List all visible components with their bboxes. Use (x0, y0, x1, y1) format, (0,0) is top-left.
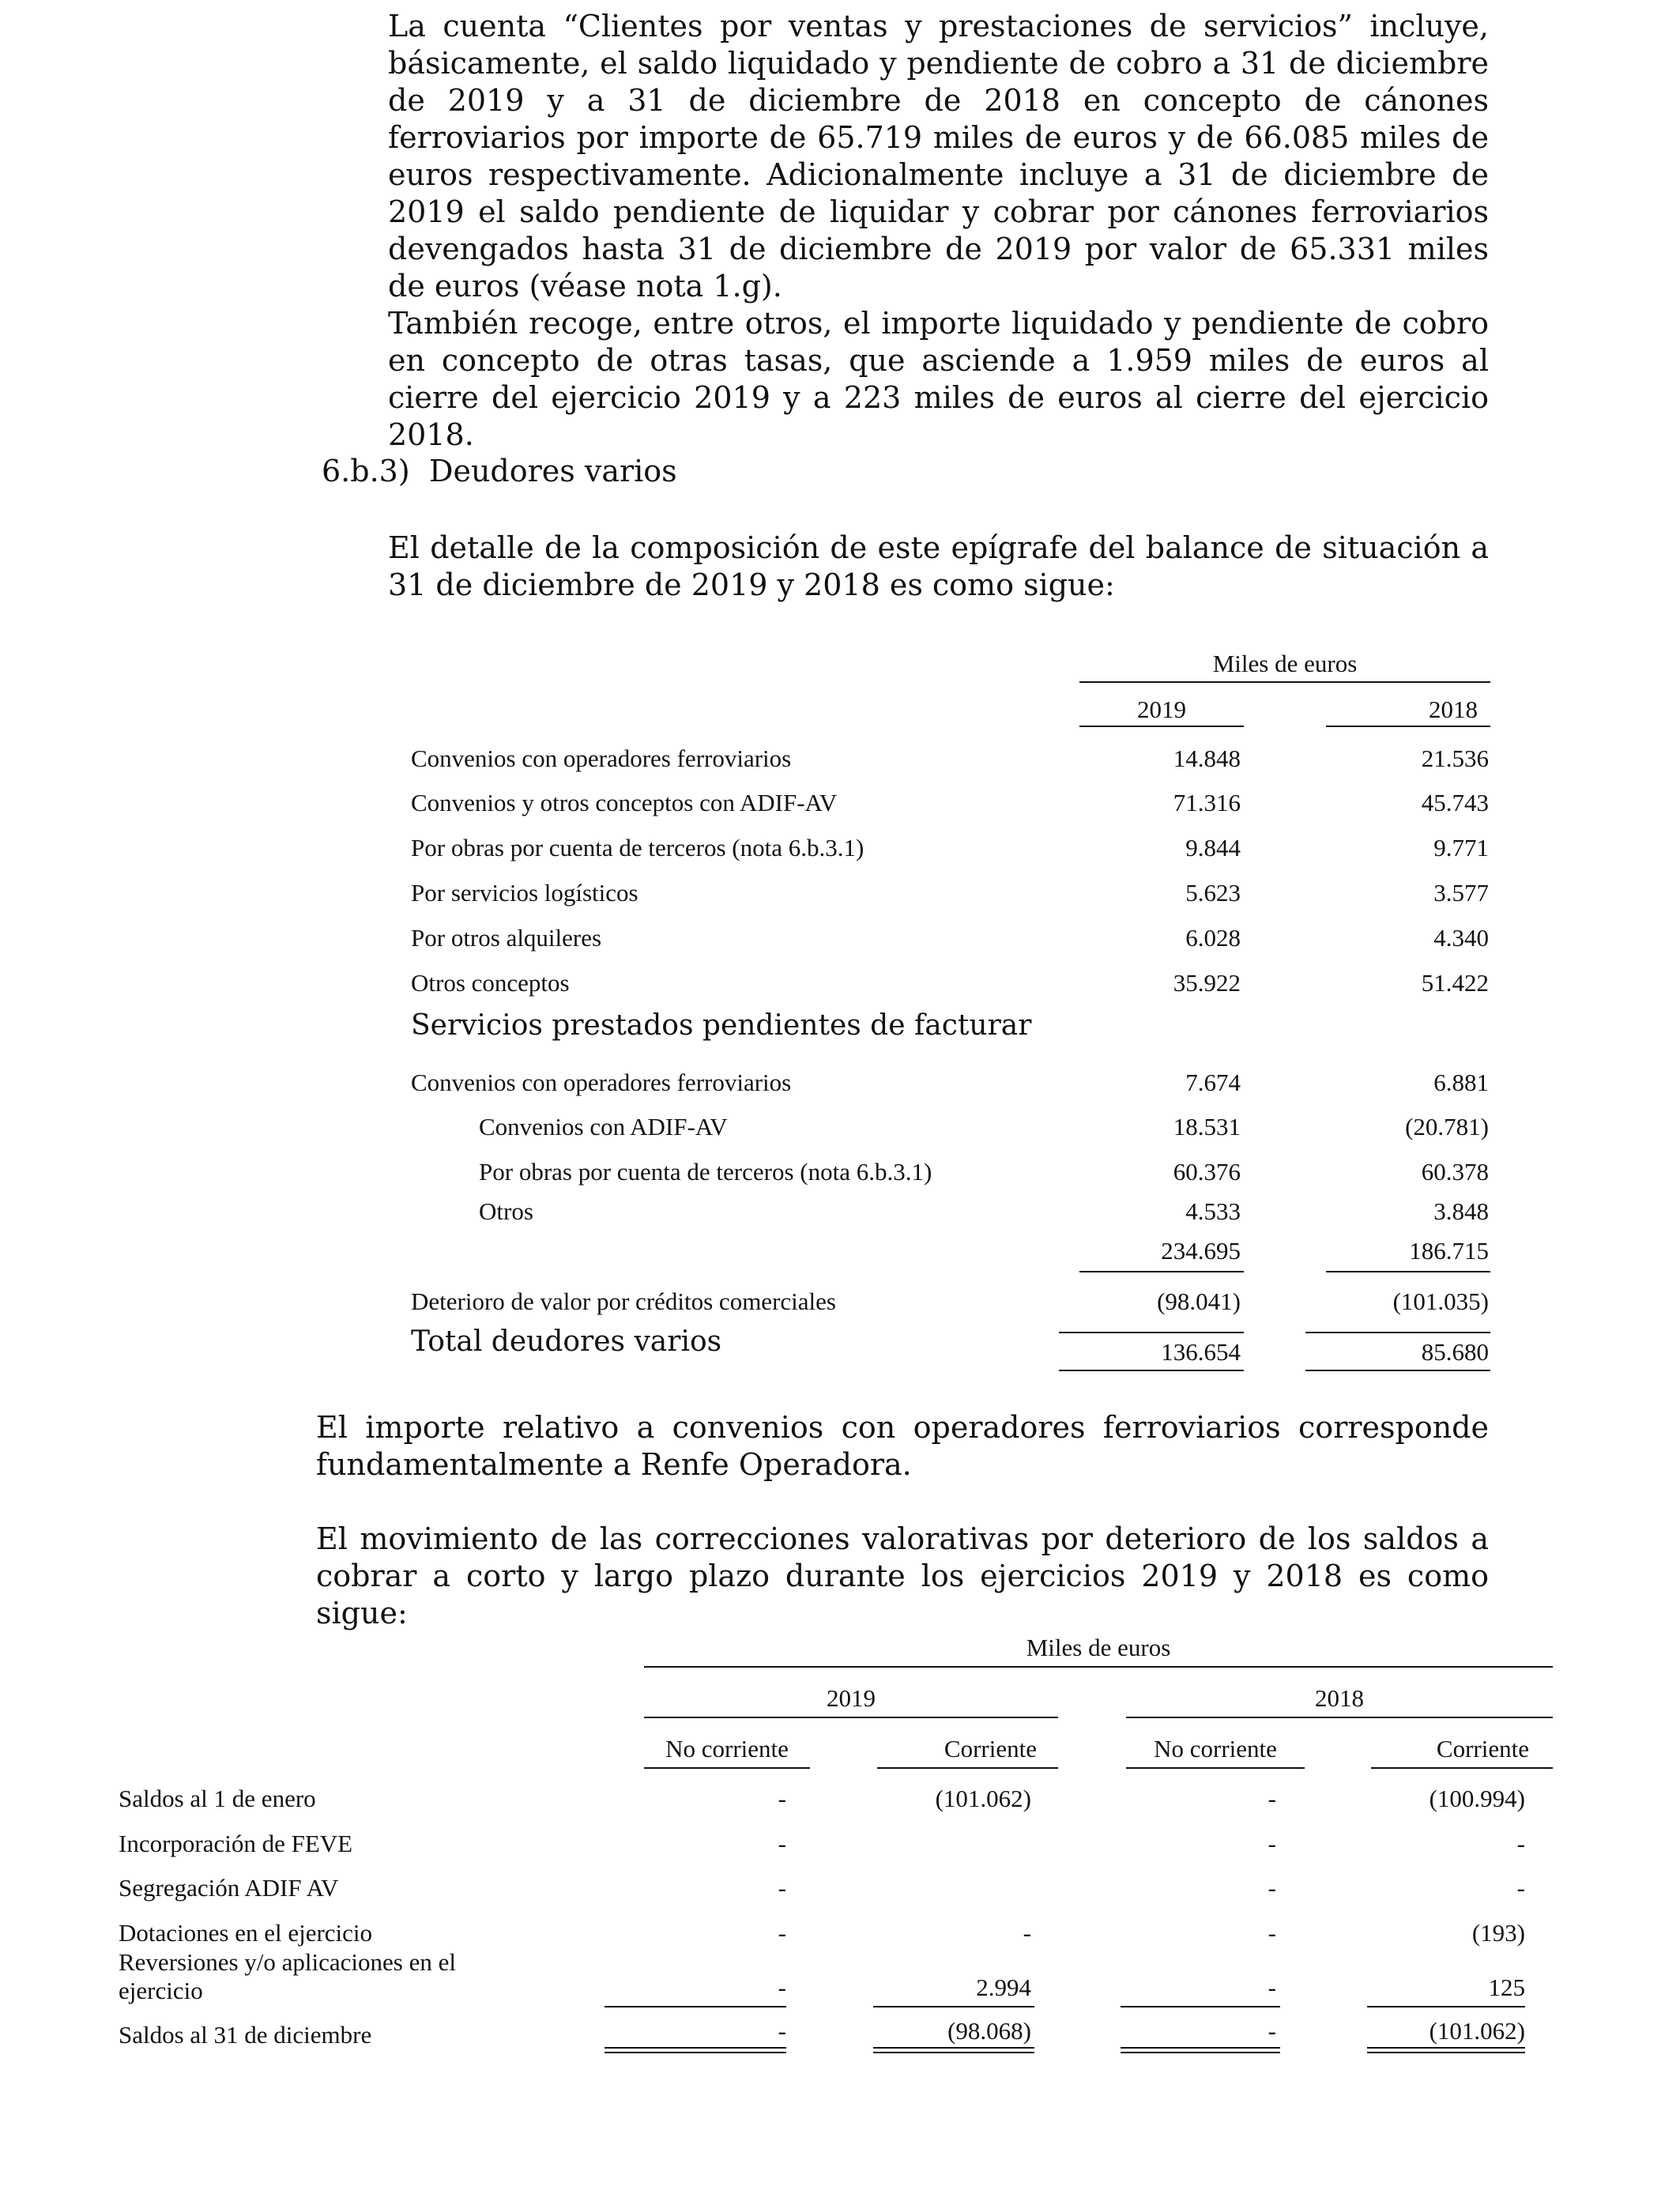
row-value-2019: 9.844 (1185, 834, 1241, 861)
table1-total-label: Total deudores varios (411, 1325, 722, 1358)
row-nc-2019: - (778, 1874, 786, 1902)
row-label: Saldos al 31 de diciembre (119, 2021, 372, 2049)
row-value-2019: 71.316 (1173, 789, 1241, 816)
table2-col-rule-2 (877, 1767, 1058, 1769)
paragraph-movimiento: El movimiento de las correcciones valorativas por deterioro de los saldos a cobrar a corto y largo plazo durante los ejercicios 2019 y 2018 es como sigue: (316, 1521, 1489, 1630)
table1-total-top-rule-2018 (1305, 1332, 1490, 1333)
row-value-2019: 60.376 (1173, 1158, 1241, 1186)
table2-unit-header: Miles de euros (1026, 1634, 1171, 1661)
table1-total-bottom-rule-2019 (1059, 1370, 1244, 1371)
row-c-2019: (98.068) (947, 2017, 1031, 2045)
table2-col-nc-2018: No corriente (1154, 1735, 1277, 1762)
row-label: Convenios y otros conceptos con ADIF-AV (411, 789, 838, 816)
row-nc-2018: - (1268, 2017, 1276, 2045)
row-nc-2019: - (778, 2017, 786, 2045)
table1-unit-header: Miles de euros (1212, 650, 1358, 677)
row-value-2019: 6.028 (1185, 924, 1241, 952)
row-c-2018: - (1516, 1830, 1525, 1857)
row-value-2019: 5.623 (1185, 879, 1241, 907)
table2-header-rule (644, 1666, 1553, 1668)
row-value-2019: 7.674 (1185, 1069, 1241, 1096)
row-nc-2018: - (1268, 1874, 1276, 1902)
row-label-line1: Reversiones y/o aplicaciones en el (119, 1948, 456, 1976)
row-value-2018: 51.422 (1421, 969, 1489, 997)
table2-col-nc-2019: No corriente (665, 1735, 789, 1762)
paragraph-detalle: El detalle de la composición de este epígrafe del balance de situación a 31 de diciembre de 2019 y 2018 es como sigue: (388, 530, 1489, 602)
row-c-2018: (100.994) (1429, 1785, 1525, 1812)
row-nc-2019: - (778, 1785, 786, 1812)
table2-col-rule-3 (1126, 1767, 1305, 1769)
row-value-2018: 3.577 (1433, 879, 1489, 907)
row-nc-2018: - (1268, 1830, 1276, 1857)
table1-subtotal-rule-2019 (1079, 1271, 1244, 1272)
table2-sum-rule-1 (605, 2006, 786, 2007)
table1-year-2019: 2019 (1137, 696, 1186, 723)
row-value-2018: 4.340 (1433, 924, 1489, 952)
row-c-2018: (101.062) (1429, 2017, 1525, 2045)
row-value-2018: 9.771 (1433, 834, 1489, 861)
row-value-2018: 3.848 (1433, 1197, 1489, 1225)
row-nc-2018: - (1268, 1919, 1276, 1947)
row-nc-2019: - (778, 1830, 786, 1857)
row-c-2018: - (1516, 1874, 1525, 1902)
section-number: 6.b.3) (322, 454, 410, 488)
row-value-2019: 18.531 (1173, 1113, 1241, 1140)
table2-col-c-2018: Corriente (1436, 1735, 1529, 1762)
row-value-2018: 45.743 (1421, 789, 1489, 816)
row-nc-2018: - (1268, 1973, 1276, 2001)
row-c-2019: (101.062) (935, 1785, 1031, 1812)
table1-subtotal-2019: 234.695 (1161, 1237, 1241, 1265)
table1-year-2018-rule (1326, 726, 1490, 727)
table2-year-2019-rule (644, 1717, 1058, 1718)
row-label: Otros conceptos (411, 969, 570, 997)
table2-year-2018-rule (1126, 1717, 1553, 1718)
table2-year-2018: 2018 (1315, 1684, 1364, 1712)
row-label: Por obras por cuenta de terceros (nota 6.b.3.1) (479, 1158, 932, 1186)
table2-year-2019: 2019 (827, 1684, 876, 1712)
table1-year-2019-rule (1079, 726, 1244, 727)
row-label: Incorporación de FEVE (119, 1830, 353, 1857)
row-c-2019: 2.994 (976, 1973, 1031, 2001)
row-c-2019: - (1023, 1919, 1031, 1947)
row-label: Convenios con operadores ferroviarios (411, 1069, 792, 1096)
row-label: Convenios con operadores ferroviarios (411, 745, 792, 772)
table2-col-c-2019: Corriente (944, 1735, 1037, 1762)
paragraph-clientes: La cuenta “Clientes por ventas y prestaciones de servicios” incluye, básicamente, el saldo liquidado y pendiente de cobro a 31 de diciembre de 2019 y a 31 de diciembre de 2018 en concepto de cánones ferroviarios por importe de 65.719 miles de euros y de 66.085 miles de euros respectivamente. Adicionalmente incluye a 31 de diciembre de 2019 el saldo pendiente de liquidar y cobrar por cánones ferroviarios devengados hasta 31 de diciembre de 2019 por valor de 65.331 miles de euros (véase nota 1.g). (388, 9, 1489, 303)
row-value-2018: 21.536 (1421, 745, 1489, 772)
row-label: Dotaciones en el ejercicio (119, 1919, 373, 1947)
table2-total-rule-3 (1121, 2047, 1280, 2053)
paragraph-renfe: El importe relativo a convenios con operadores ferroviarios corresponde fundamentalmente a Renfe Operadora. (316, 1410, 1489, 1482)
table1-year-2018: 2018 (1429, 696, 1478, 723)
table2-total-rule-4 (1367, 2047, 1525, 2053)
table1-total-2019: 136.654 (1161, 1338, 1241, 1366)
table2-total-rule-2 (873, 2047, 1034, 2053)
row-label: Por obras por cuenta de terceros (nota 6.b.3.1) (411, 834, 864, 861)
table2-total-rule-1 (605, 2047, 786, 2053)
paragraph-otras-tasas: También recoge, entre otros, el importe liquidado y pendiente de cobro en concepto de otras tasas, que asciende a 1.959 miles de euros al cierre del ejercicio 2019 y a 223 miles de euros al cierre del ejercicio 2018. (388, 306, 1489, 452)
table1-total-2018: 85.680 (1421, 1338, 1489, 1366)
row-value-2019: 35.922 (1173, 969, 1241, 997)
table1-total-bottom-rule-2018 (1305, 1370, 1490, 1371)
table1-total-top-rule-2019 (1059, 1332, 1244, 1333)
row-nc-2018: - (1268, 1785, 1276, 1812)
row-label: Convenios con ADIF-AV (479, 1113, 728, 1140)
table1-header-rule (1079, 681, 1490, 683)
row-nc-2019: - (778, 1973, 786, 2001)
table2-sum-rule-4 (1367, 2006, 1525, 2007)
row-c-2018: 125 (1488, 1973, 1525, 2001)
table1-subtotal-rule-2018 (1326, 1271, 1490, 1272)
row-value-2019: 14.848 (1173, 745, 1241, 772)
row-label: Segregación ADIF AV (119, 1874, 339, 1902)
row-value-2018: 6.881 (1433, 1069, 1489, 1096)
row-label: Saldos al 1 de enero (119, 1785, 316, 1812)
row-nc-2019: - (778, 1919, 786, 1947)
table2-col-rule-4 (1371, 1767, 1553, 1769)
row-value-2018: (101.035) (1392, 1287, 1489, 1315)
row-value-2018: (20.781) (1405, 1113, 1489, 1140)
row-value-2019: (98.041) (1157, 1287, 1241, 1315)
section-title: Deudores varios (429, 454, 677, 488)
row-label: Por otros alquileres (411, 924, 602, 952)
row-label: Otros (479, 1197, 533, 1225)
row-value-2018: 60.378 (1421, 1158, 1489, 1186)
table2-col-rule-1 (644, 1767, 810, 1769)
row-label: Por servicios logísticos (411, 879, 638, 907)
table1-subheading: Servicios prestados pendientes de facturar (411, 1009, 1032, 1042)
table1-subtotal-2018: 186.715 (1409, 1237, 1489, 1265)
table2-sum-rule-2 (873, 2006, 1034, 2007)
row-label-line2: ejercicio (119, 1977, 203, 2004)
row-value-2019: 4.533 (1185, 1197, 1241, 1225)
row-c-2018: (193) (1471, 1919, 1525, 1947)
table2-sum-rule-3 (1121, 2006, 1280, 2007)
row-label: Deterioro de valor por créditos comerciales (411, 1287, 836, 1315)
